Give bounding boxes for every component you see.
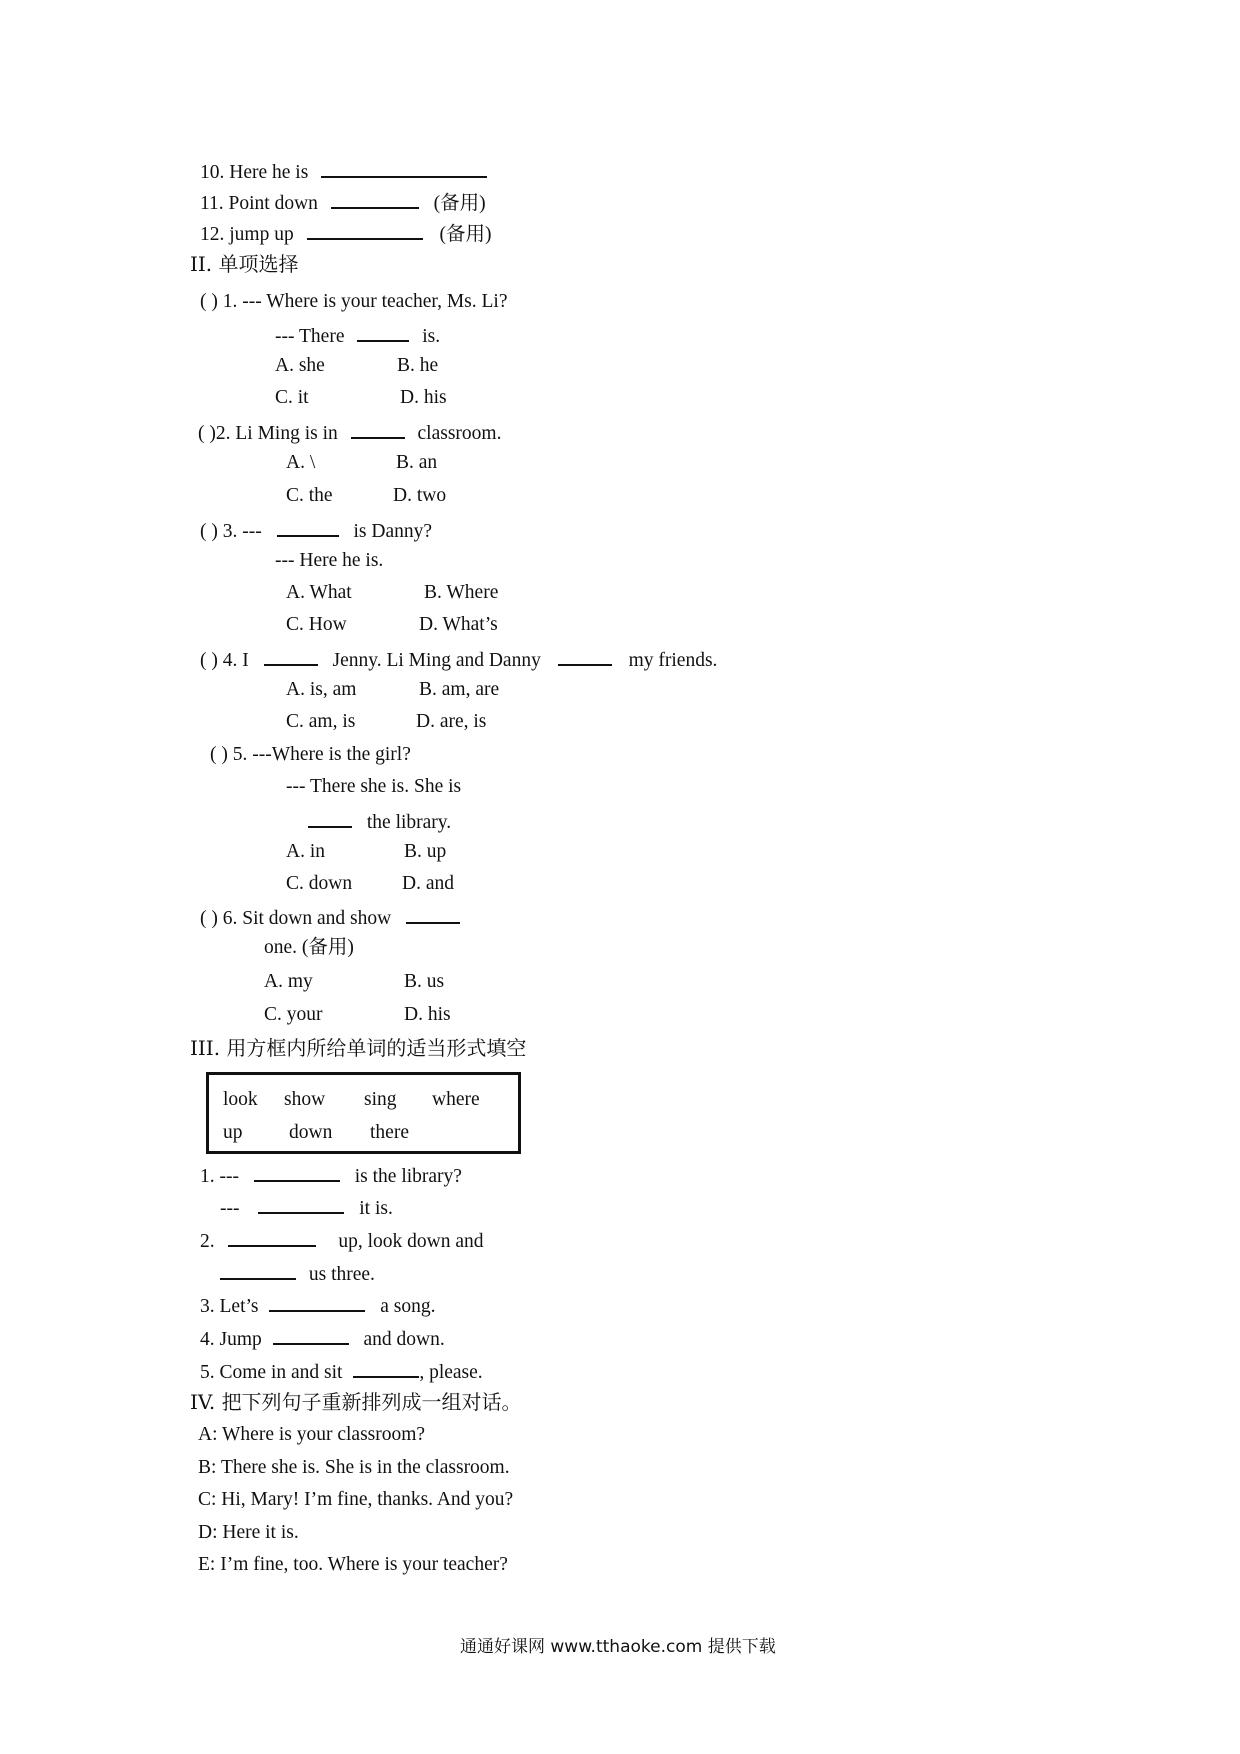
answer-blank[interactable]	[220, 1260, 296, 1280]
option-b: B. he	[397, 355, 439, 376]
option-a: A. my	[264, 971, 313, 992]
fill-item-5: 5. Come in and sit , please.	[200, 1358, 483, 1385]
word-down: down	[289, 1122, 333, 1143]
question-4: ( ) 4. I Jenny. Li Ming and Danny my friends.	[200, 646, 717, 673]
option-a: A. is, am	[286, 679, 357, 700]
fill-item-2: 2. up, look down and	[200, 1227, 484, 1254]
question-5-reply-cont: the library.	[306, 808, 451, 835]
word-there: there	[370, 1122, 409, 1143]
fill-item-3: 3. Let’s a song.	[200, 1292, 436, 1319]
option-b: B. up	[404, 841, 447, 862]
answer-blank[interactable]	[254, 1162, 340, 1182]
option-a: A. she	[275, 355, 325, 376]
word-look: look	[223, 1089, 258, 1110]
option-d: D. What’s	[419, 614, 498, 635]
option-a: A. What	[286, 582, 352, 603]
answer-blank[interactable]	[264, 646, 318, 666]
option-b: B. an	[396, 452, 438, 473]
answer-blank[interactable]	[351, 419, 405, 439]
option-c: C. the	[286, 485, 333, 506]
answer-blank[interactable]	[307, 220, 423, 240]
question-6: ( ) 6. Sit down and show	[200, 904, 462, 931]
question-3: ( ) 3. --- is Danny?	[200, 517, 432, 544]
answer-blank[interactable]	[321, 158, 487, 178]
answer-blank[interactable]	[277, 517, 339, 537]
dialogue-line-c: C: Hi, Mary! I’m fine, thanks. And you?	[198, 1489, 514, 1510]
option-c: C. How	[286, 614, 347, 635]
option-d: D. two	[393, 485, 447, 506]
question-6-cont: one. (备用)	[264, 937, 354, 958]
word-up: up	[223, 1122, 243, 1143]
answer-blank[interactable]	[273, 1325, 349, 1345]
option-c: C. down	[286, 873, 353, 894]
question-5-reply: --- There she is. She is	[286, 776, 462, 797]
footer-credit: 通通好课网 www.tthaoke.com 提供下载	[460, 1637, 776, 1657]
option-d: D. his	[400, 387, 447, 408]
fill-item-4: 4. Jump and down.	[200, 1325, 445, 1352]
answer-blank[interactable]	[269, 1292, 365, 1312]
question-1: ( ) 1. --- Where is your teacher, Ms. Li?	[200, 291, 508, 312]
section-2-heading: II. 单项选择	[190, 252, 299, 276]
option-b: B. us	[404, 971, 445, 992]
option-a: A. \	[286, 452, 316, 473]
option-c: C. your	[264, 1004, 323, 1025]
option-a: A. in	[286, 841, 325, 862]
question-3-reply: --- Here he is.	[275, 550, 384, 571]
answer-blank[interactable]	[357, 322, 409, 342]
option-c: C. it	[275, 387, 309, 408]
question-2: ( )2. Li Ming is in classroom.	[198, 419, 501, 446]
item-12: 12. jump up (备用)	[200, 220, 491, 247]
fill-item-1-reply: --- it is.	[220, 1194, 393, 1221]
fill-item-1: 1. --- is the library?	[200, 1162, 462, 1189]
option-d: D. his	[404, 1004, 451, 1025]
answer-blank[interactable]	[258, 1194, 344, 1214]
option-c: C. am, is	[286, 711, 356, 732]
answer-blank[interactable]	[228, 1227, 316, 1247]
question-1-answer-line: --- There is.	[275, 322, 440, 349]
word-where: where	[432, 1089, 480, 1110]
option-d: D. and	[402, 873, 454, 894]
dialogue-line-a: A: Where is your classroom?	[198, 1424, 426, 1445]
fill-item-2-cont: us three.	[220, 1260, 375, 1287]
answer-blank[interactable]	[558, 646, 612, 666]
word-show: show	[284, 1089, 326, 1110]
item-10: 10. Here he is	[200, 158, 489, 185]
option-b: B. am, are	[419, 679, 500, 700]
option-b: B. Where	[424, 582, 499, 603]
answer-blank[interactable]	[331, 189, 419, 209]
option-d: D. are, is	[416, 711, 487, 732]
section-4-heading: IV. 把下列句子重新排列成一组对话。	[190, 1390, 522, 1414]
question-5: ( ) 5. ---Where is the girl?	[210, 744, 411, 765]
word-box	[206, 1072, 521, 1154]
section-3-heading: III. 用方框内所给单词的适当形式填空	[190, 1036, 527, 1060]
answer-blank[interactable]	[353, 1358, 419, 1378]
answer-blank[interactable]	[308, 808, 352, 828]
dialogue-line-d: D: Here it is.	[198, 1522, 299, 1543]
dialogue-line-e: E: I’m fine, too. Where is your teacher?	[198, 1554, 508, 1575]
dialogue-line-b: B: There she is. She is in the classroom.	[198, 1457, 510, 1478]
answer-blank[interactable]	[406, 904, 460, 924]
item-11: 11. Point down (备用)	[200, 189, 486, 216]
word-sing: sing	[364, 1089, 397, 1110]
